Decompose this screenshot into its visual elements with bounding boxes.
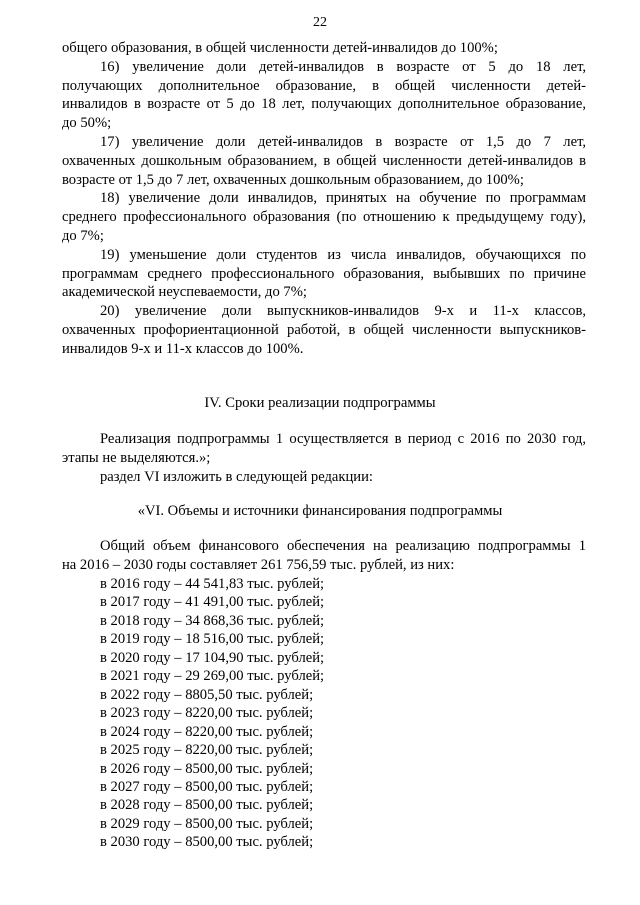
list-item-line: 20) увеличение доли выпускников-инвалидов 9-х и 11-х классов, (100, 303, 586, 320)
funding-year-line: в 2023 году – 8220,00 тыс. рублей; (100, 705, 314, 722)
list-item-line: 18) увеличение доли инвалидов, принятых на обучение по программам (100, 190, 586, 207)
funding-year-line: в 2022 году – 8805,50 тыс. рублей; (100, 686, 314, 703)
list-item-line: общего образования, в общей численности детей-инвалидов до 100%; (62, 40, 498, 56)
funding-year-line: в 2029 году – 8500,00 тыс. рублей; (100, 815, 314, 832)
section-heading-vi: «VI. Объемы и источники финансирования подпрограммы (137, 503, 503, 519)
funding-year-line: в 2019 году – 18 516,00 тыс. рублей; (100, 631, 325, 648)
list-item-line: до 7%; (62, 228, 104, 244)
period-paragraph-line-2: этапы не выделяются.»; (62, 450, 211, 466)
funding-year-line: в 2024 году – 8220,00 тыс. рублей; (100, 723, 314, 740)
funding-year-line: в 2030 году – 8500,00 тыс. рублей; (100, 834, 314, 851)
amendment-paragraph: раздел VI изложить в следующей редакции: (100, 469, 373, 485)
funding-year-line: в 2020 году – 17 104,90 тыс. рублей; (100, 649, 325, 666)
list-item-line: охваченных дошкольным образованием, в общей численности детей-инвалидов в (62, 152, 586, 169)
funding-year-line: в 2026 году – 8500,00 тыс. рублей; (100, 760, 314, 777)
list-item-line: инвалидов в возрасте от 5 до 18 лет, получающих дополнительное образование, (62, 96, 586, 113)
funding-paragraph-line-2: на 2016 – 2030 годы составляет 261 756,59 тыс. рублей, из них: (62, 557, 455, 573)
funding-year-line: в 2027 году – 8500,00 тыс. рублей; (100, 778, 314, 795)
funding-year-line: в 2016 году – 44 541,83 тыс. рублей; (100, 576, 325, 592)
funding-year-line: в 2028 году – 8500,00 тыс. рублей; (100, 797, 314, 814)
funding-year-line: в 2025 году – 8220,00 тыс. рублей; (100, 742, 314, 759)
list-item-line: программам среднего профессионального образования, выбывших по причине (62, 265, 586, 282)
list-item-line: до 50%; (62, 115, 112, 132)
list-item-line: 17) увеличение доли детей-инвалидов в возрасте от 1,5 до 7 лет, (100, 134, 586, 150)
list-item-line: получающих дополнительное образование, в общей численности детей- (62, 77, 586, 94)
list-item-line: 19) уменьшение доли студентов из числа инвалидов, обучающихся по (100, 246, 586, 263)
funding-paragraph-line-1: Общий объем финансового обеспечения на реализацию подпрограммы 1 (100, 538, 586, 554)
period-paragraph-line-1: Реализация подпрограммы 1 осуществляется в период с 2016 по 2030 год, (100, 431, 586, 447)
list-item-line: возрасте от 1,5 до 7 лет, охваченных дошкольным образованием, до 100%; (62, 171, 524, 188)
section-heading-iv: IV. Сроки реализации подпрограммы (204, 395, 436, 411)
funding-year-line: в 2021 году – 29 269,00 тыс. рублей; (100, 668, 325, 685)
page-number: 22 (313, 15, 327, 30)
list-item-line: инвалидов 9-х и 11-х классов до 100%. (62, 340, 304, 357)
list-item-line: академической неуспеваемости, до 7%; (62, 284, 307, 301)
funding-year-line: в 2018 году – 34 868,36 тыс. рублей; (100, 612, 325, 629)
list-item-line: 16) увеличение доли детей-инвалидов в возрасте от 5 до 18 лет, (100, 58, 586, 75)
list-item-line: среднего профессионального образования (по отношению к предыдущему году), (62, 209, 586, 226)
funding-year-line: в 2017 году – 41 491,00 тыс. рублей; (100, 594, 325, 611)
list-item-line: охваченных профориентационной работой, в общей численности выпускников- (62, 322, 586, 338)
